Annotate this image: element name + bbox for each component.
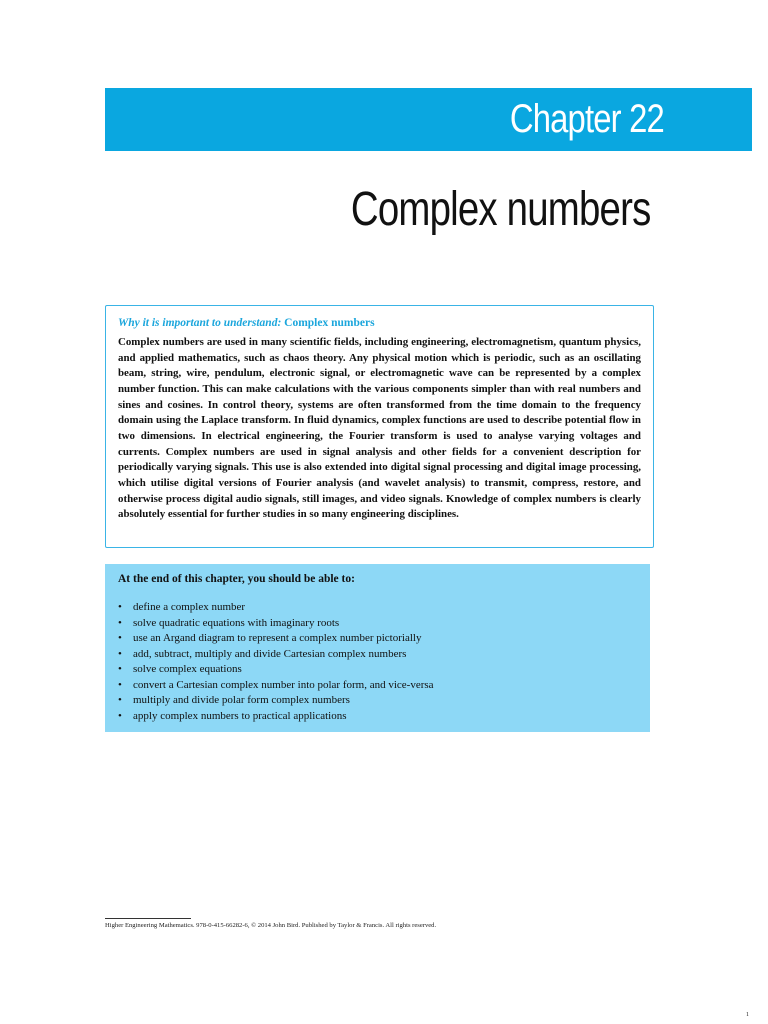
- why-important-heading-lead: Why it is important to understand:: [118, 317, 282, 329]
- objective-text: solve quadratic equations with imaginary roots: [133, 616, 340, 629]
- objective-item: [118, 662, 434, 678]
- bullet-icon: •: [118, 678, 122, 691]
- objective-text: solve complex equations: [133, 663, 242, 675]
- objective-text: multiply and divide polar form complex numbers: [133, 694, 350, 706]
- objective-item: [118, 600, 434, 616]
- objective-text: apply complex numbers to practical applications: [133, 709, 347, 722]
- why-important-heading: [118, 316, 641, 331]
- objective-text: convert a Cartesian complex number into polar form, and vice-versa: [133, 678, 434, 691]
- objective-text: add, subtract, multiply and divide Cartesian complex numbers: [133, 647, 407, 660]
- why-important-box: [105, 305, 654, 548]
- learning-objectives-box: [105, 564, 650, 732]
- page-number: 1: [746, 1012, 749, 1018]
- bullet-icon: •: [118, 647, 122, 660]
- footnote-divider: [105, 918, 191, 919]
- objective-item: [118, 647, 434, 663]
- learning-objectives-heading: At the end of this chapter, you should be able to:: [118, 573, 355, 585]
- objective-item: [118, 693, 434, 709]
- objective-item: [118, 678, 434, 694]
- copyright-footnote: Higher Engineering Mathematics. 978-0-415-66282-6, © 2014 John Bird. Published by Taylor & Francis. All rights reserved.: [105, 922, 437, 929]
- bullet-icon: •: [118, 601, 122, 613]
- objective-text: use an Argand diagram to represent a complex number pictorially: [133, 632, 422, 644]
- bullet-icon: •: [118, 632, 122, 644]
- chapter-label: Chapter 22: [509, 97, 664, 141]
- why-important-body: Complex numbers are used in many scientific fields, including engineering, electromagnetism, quantum physics, and applied mathematics, such as chaos theory. Any physical motion which is periodic, such as an oscillating beam, string, wire, pendulum, electronic signal, or electromagnetic wave can be represented by a complex number function. This can make calculations with the various components simpler than with real numbers and sines and cosines. In control theory, systems are often transformed from the time domain to the frequency domain using the Laplace transform. In fluid dynamics, complex functions are used to describe potential flow in two dimensions. In electrical engineering, the Fourier transform is used to analyse varying voltages and currents. Complex numbers are used in signal analysis and other fields for a convenient description for periodically varying signals. This use is also extended into digital signal processing and digital image processing, which utilise digital versions of Fourier analysis (and wavelet analysis) to transmit, compress, restore, and otherwise process digital audio signals, still images, and video signals. Knowledge of complex numbers is clearly absolutely essential for further studies in so many engineering disciplines.: [118, 336, 641, 521]
- bullet-icon: •: [118, 694, 122, 706]
- learning-objectives-list: [118, 600, 434, 724]
- objective-item: [118, 631, 434, 647]
- objective-item: [118, 709, 434, 725]
- objective-text: define a complex number: [133, 601, 246, 613]
- bullet-icon: •: [118, 709, 122, 722]
- bullet-icon: •: [118, 663, 122, 675]
- objective-item: [118, 616, 434, 632]
- chapter-title: Complex numbers: [350, 183, 650, 236]
- why-important-heading-topic: Complex numbers: [284, 317, 375, 329]
- bullet-icon: •: [118, 616, 122, 629]
